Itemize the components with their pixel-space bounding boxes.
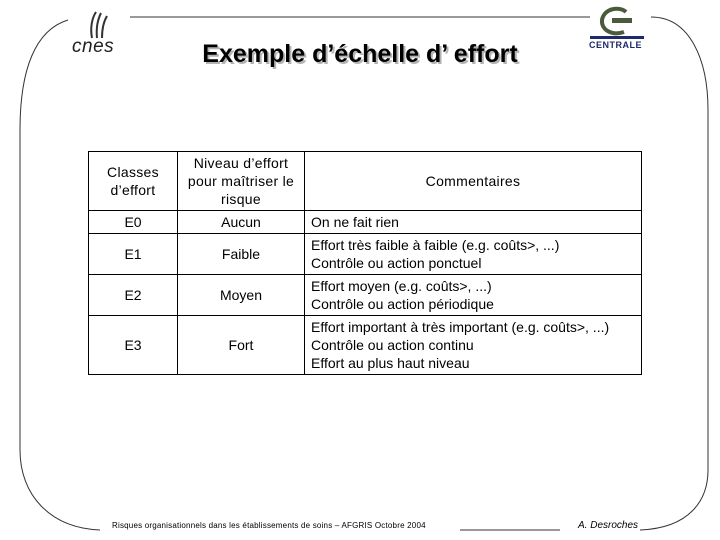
row-class: E3 — [89, 316, 178, 375]
table-row — [89, 211, 642, 234]
header-niveau: Niveau d’effort pour maîtriser le risque — [178, 152, 305, 211]
footer-text: Risques organisationnels dans les établissements de soins – AFGRIS Octobre 2004 — [112, 521, 426, 530]
comment-line: Contrôle ou action périodique — [311, 296, 494, 312]
comment-line: Contrôle ou action ponctuel — [311, 255, 482, 271]
comment-line: On ne fait rien — [311, 214, 399, 230]
header-commentaires: Commentaires — [305, 152, 642, 211]
cnes-logo-text: cnes — [72, 36, 115, 57]
comment-line: Contrôle ou action continu — [311, 337, 474, 353]
row-level: Aucun — [178, 211, 305, 234]
comment-line: Effort au plus haut niveau — [311, 355, 470, 371]
comment-line: Effort important à très important (e.g. coûts>, ...) — [311, 319, 610, 335]
row-class: E0 — [89, 211, 178, 234]
comment-line: Effort très faible à faible (e.g. coûts>, ...) — [311, 237, 560, 253]
comment-line: Effort moyen (e.g. coûts>, ...) — [311, 278, 492, 294]
table-header-row — [89, 152, 642, 211]
centrale-emblem-icon — [586, 6, 648, 40]
table-row — [89, 275, 642, 316]
centrale-logo-text: CENTRALE — [589, 40, 642, 50]
table-row — [89, 316, 642, 375]
row-class: E1 — [89, 234, 178, 275]
row-level: Moyen — [178, 275, 305, 316]
row-comment — [305, 234, 642, 275]
effort-scale-table — [88, 151, 642, 375]
row-comment — [305, 316, 642, 375]
row-level: Faible — [178, 234, 305, 275]
page-title: Exemple d’échelle d’ effort — [202, 40, 518, 68]
table-row — [89, 234, 642, 275]
row-comment — [305, 211, 642, 234]
row-class: E2 — [89, 275, 178, 316]
header-classes: Classes d’effort — [89, 152, 178, 211]
footer-author: A. Desroches — [578, 520, 639, 531]
row-comment — [305, 275, 642, 316]
row-level: Fort — [178, 316, 305, 375]
